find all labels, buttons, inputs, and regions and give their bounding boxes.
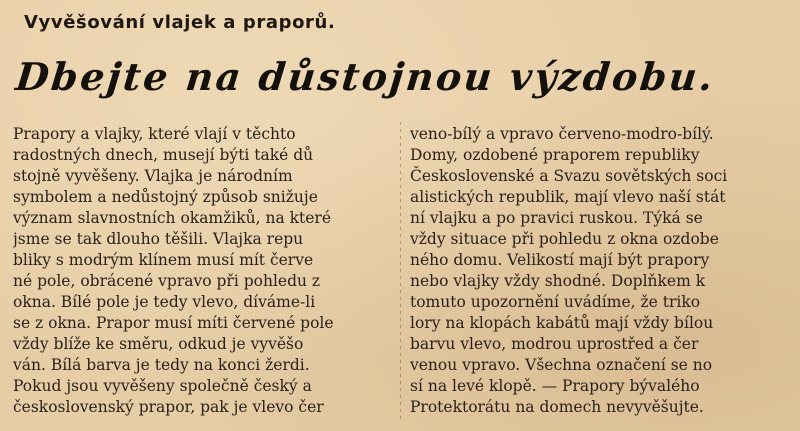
text-line: venou vpravo. Všechna označení se no (410, 356, 713, 374)
text-line: nebo vlajky vždy shodné. Doplňkem k (410, 272, 706, 290)
text-line: sí na levé klopě. — Prapory bývalého (410, 377, 700, 395)
text-line: ní vlajku a po pravici ruskou. Týká se (410, 209, 703, 227)
article-column-left (13, 124, 391, 418)
text-line: stojně vyvěšeny. Vlajka je národním (13, 167, 293, 185)
text-line: radostných dnech, musejí býti také dů (13, 146, 314, 164)
text-line: Československé a Svazu sovětských soci (410, 167, 728, 185)
text-line: československý prapor, pak je vlevo čer (13, 398, 324, 416)
text-line: ného domu. Velikostí mají být prapory (410, 251, 710, 269)
text-line: vždy situace při pohledu z okna ozdobe (410, 230, 719, 248)
text-line: barvu vlevo, modrou uprostřed a čer (410, 335, 699, 353)
text-line: jsme se tak dlouho těšili. Vlajka repu (13, 230, 304, 248)
column-divider (400, 122, 401, 422)
text-line: alistických republik, mají vlevo naší stát (410, 188, 726, 206)
text-line: bliky s modrým klínem musí mít červe (13, 251, 314, 269)
article-kicker: Vyvěšování vlajek a praporů. (24, 12, 336, 33)
text-line: Protektorátu na domech nevyvěšujte. (410, 398, 704, 416)
text-line: Domy, ozdobené praporem republiky (410, 146, 700, 164)
text-line: né pole, obrácené vpravo při pohledu z (13, 272, 321, 290)
article-column-right (410, 124, 788, 418)
article-headline: Dbejte na důstojnou výzdobu. (13, 54, 718, 99)
text-line: Pokud jsou vyvěšeny společně český a (13, 377, 312, 395)
text-line: se z okna. Prapor musí míti červené pole (13, 314, 334, 332)
text-line: symbolem a nedůstojný způsob snižuje (13, 188, 318, 206)
text-line: význam slavnostních okamžiků, na které (13, 209, 332, 227)
text-line: vždy blíže ke směru, odkud je vyvěšo (13, 335, 304, 353)
text-line: okna. Bílé pole je tedy vlevo, díváme-li (13, 293, 316, 311)
text-line: veno-bílý a vpravo červeno-modro-bílý. (410, 125, 714, 143)
text-line: ván. Bílá barva je tedy na konci žerdi. (13, 356, 310, 374)
text-line: tomuto upozornění uvádíme, že triko (410, 293, 701, 311)
text-line: lory na klopách kabátů mají vždy bílou (410, 314, 714, 332)
text-line: Prapory a vlajky, které vlají v těchto (13, 125, 296, 143)
